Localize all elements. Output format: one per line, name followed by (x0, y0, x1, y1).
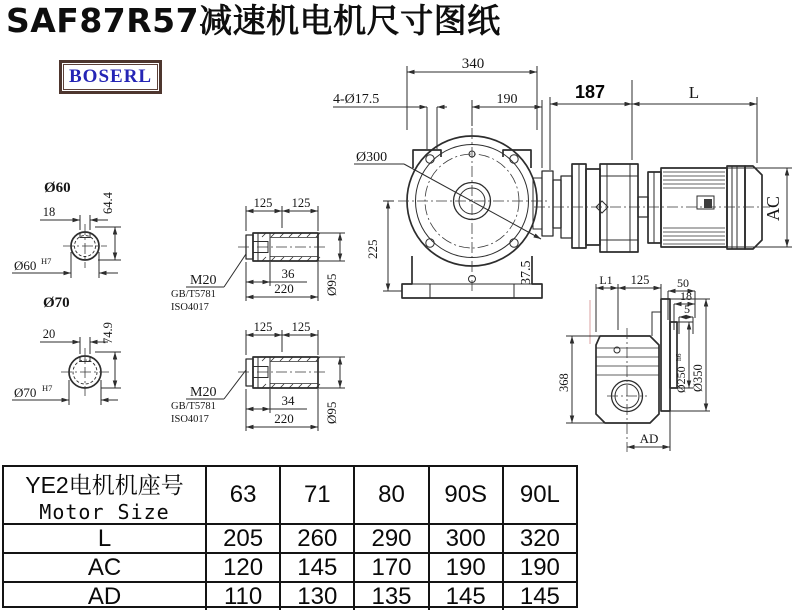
rear-dim-L1: L1 (599, 273, 613, 287)
shaft70-title: Ø70 (43, 295, 70, 311)
table-cell: 260 (279, 523, 353, 552)
table-cell: 130 (279, 581, 353, 610)
bolt-standard-2: ISO4017 (171, 302, 209, 313)
front-dim-dia300: Ø300 (356, 150, 388, 165)
rear-dim-125: 125 (630, 273, 650, 287)
table-cell: 120 (205, 552, 279, 581)
detail-bottom-dim-220: 220 (274, 411, 294, 426)
table-cell: 145 (279, 552, 353, 581)
table-row-AC-label: AC (4, 552, 205, 581)
table-header-cn: YE2电机机座号 (25, 471, 184, 498)
table-col-90S: 90S (428, 467, 502, 523)
front-dim-340: 340 (461, 56, 485, 72)
gearmotor-side-view (533, 80, 792, 252)
table-cell: 205 (205, 523, 279, 552)
shaft60-bore-tolerance: H7 (41, 256, 52, 266)
shaft-detail-top-view (238, 196, 345, 301)
shaft70-bore-tolerance: H7 (42, 383, 53, 393)
shaft70-height-dim: 74.9 (101, 322, 115, 344)
table-cell: 145 (428, 581, 502, 610)
rear-dim-AD: AD (639, 431, 659, 446)
shaft60-height-dim: 64.4 (101, 192, 115, 214)
table-cell: 170 (353, 552, 427, 581)
table-cell: 110 (205, 581, 279, 610)
table-header-motor-size (4, 467, 205, 523)
table-col-80: 80 (353, 467, 427, 523)
table-cell: 145 (502, 581, 576, 610)
detail-bottom-dim-125b: 125 (291, 320, 311, 334)
brand-logo-text: BOSERL (63, 64, 158, 90)
detail-top-dim-36: 36 (281, 266, 295, 281)
side-dim-L: L (688, 83, 700, 102)
front-dim-225: 225 (365, 239, 380, 259)
bolt-standard-1: GB/T5781 (171, 289, 216, 300)
detail-top-dim-125a: 125 (253, 196, 273, 210)
shaft70-bore-dim: Ø70 (14, 385, 37, 400)
table-row-AD-label: AD (4, 581, 205, 610)
table-cell: 320 (502, 523, 576, 552)
shaft-detail-bottom-view (238, 320, 345, 431)
rear-dim-50: 50 (677, 276, 689, 290)
bolt-note-top (171, 254, 246, 313)
table-col-63: 63 (205, 467, 279, 523)
rear-dim-dia350: Ø350 (691, 364, 705, 392)
detail-top-dim-dia95: Ø95 (324, 273, 339, 296)
front-dim-190: 190 (496, 92, 518, 107)
bolt-standard-2: ISO4017 (171, 414, 209, 425)
bolt-note-bottom (171, 370, 246, 425)
table-cell: 290 (353, 523, 427, 552)
table-cell: 300 (428, 523, 502, 552)
table-header-en: Motor Size (39, 499, 170, 524)
rear-dim-5: 5 (684, 302, 690, 316)
bolt-standard-1: GB/T5781 (171, 401, 216, 412)
front-dim-bolt-holes: 4-Ø17.5 (333, 92, 380, 107)
shaft60-section-view (12, 180, 121, 278)
detail-top-dim-220: 220 (274, 281, 294, 296)
gearbox-front-view (333, 56, 548, 298)
rear-dim-368: 368 (557, 373, 571, 392)
table-col-90L: 90L (502, 467, 576, 523)
detail-bottom-dim-34: 34 (281, 393, 295, 408)
table-cell: 135 (353, 581, 427, 610)
shaft60-key-width-dim: 18 (42, 205, 56, 219)
front-dim-37-5: 37.5 (519, 260, 534, 285)
shaft70-key-width-dim: 20 (42, 327, 56, 341)
detail-top-dim-125b: 125 (291, 196, 311, 210)
table-col-71: 71 (279, 467, 353, 523)
bolt-thread-label: M20 (190, 273, 217, 288)
detail-bottom-dim-dia95: Ø95 (324, 401, 339, 424)
table-cell: 190 (428, 552, 502, 581)
rear-dim-18: 18 (680, 289, 692, 303)
gearbox-rear-view (557, 273, 710, 452)
side-dim-AC: AC (763, 195, 783, 221)
table-cell: 190 (502, 552, 576, 581)
detail-bottom-dim-125a: 125 (253, 320, 273, 334)
motor-size-table (2, 465, 578, 608)
rear-dim-dia250: Ø250 (674, 366, 688, 393)
table-row-L-label: L (4, 523, 205, 552)
shaft70-section-view (12, 295, 121, 405)
bolt-thread-label: M20 (190, 385, 217, 400)
side-dim-187: 187 (574, 82, 606, 102)
rear-dim-dia250-tolerance: h6 (674, 353, 683, 361)
shaft60-title: Ø60 (44, 180, 71, 196)
page-title: SAF87R57减速机电机尺寸图纸 (6, 1, 501, 40)
shaft60-bore-dim: Ø60 (14, 258, 37, 273)
